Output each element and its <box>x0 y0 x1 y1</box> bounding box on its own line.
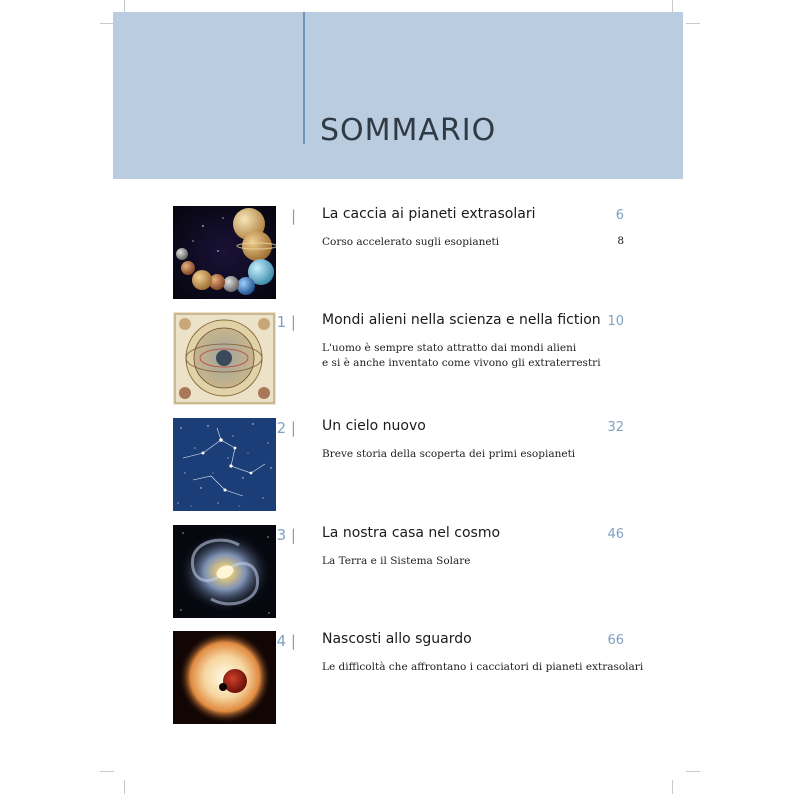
milky-way-galaxy-image <box>173 525 276 618</box>
chapter-number: | <box>290 207 296 225</box>
chapter-page-number: 10 <box>607 314 624 329</box>
chapter-title: Nascosti allo sguardo <box>322 631 472 647</box>
header-rule <box>303 12 305 144</box>
subtitle-line: Le difficoltà che affrontano i cacciatori di pianeti extrasolari <box>322 661 644 673</box>
chapter-number: 2 | <box>276 419 296 437</box>
celestial-map-image <box>173 312 276 405</box>
toc-entry <box>0 206 800 300</box>
subtitle-line: L'uomo è sempre stato attratto dai mondi alieni <box>322 342 577 354</box>
chapter-page-number: 46 <box>607 527 624 542</box>
crop-mark <box>124 780 125 794</box>
header-band <box>113 12 683 179</box>
subtitle-page-number: 8 <box>617 235 624 247</box>
chapter-page-number: 32 <box>607 420 624 435</box>
chapter-number: 4 | <box>276 632 296 650</box>
chapter-number: 3 | <box>276 526 296 544</box>
toc-entry <box>0 525 800 619</box>
chapter-title: Un cielo nuovo <box>322 418 426 434</box>
chapter-subtitle <box>322 235 499 250</box>
crop-mark <box>100 23 114 24</box>
subtitle-line: La Terra e il Sistema Solare <box>322 555 471 567</box>
toc-entry <box>0 631 800 725</box>
chapter-subtitle <box>322 447 575 462</box>
chapter-subtitle <box>322 660 643 675</box>
subtitle-line: Breve storia della scoperta dei primi esopianeti <box>322 448 576 460</box>
subtitle-line: e si è anche inventato come vivono gli extraterrestri <box>322 357 601 369</box>
chapter-page-number: 66 <box>607 633 624 648</box>
crop-mark <box>100 771 114 772</box>
chapter-number: 1 | <box>276 313 296 331</box>
star-transit-image <box>173 631 276 724</box>
page-title: SOMMARIO <box>320 113 497 148</box>
chapter-subtitle <box>322 554 471 569</box>
chapter-page-number: 6 <box>615 208 624 223</box>
crop-mark <box>672 780 673 794</box>
chapter-title: La caccia ai pianeti extrasolari <box>322 206 536 222</box>
subtitle-line: Corso accelerato sugli esopianeti <box>322 236 500 248</box>
planets-lineup-image <box>173 206 276 299</box>
toc-entry <box>0 418 800 512</box>
chapter-title: La nostra casa nel cosmo <box>322 525 501 541</box>
toc-entry <box>0 312 800 406</box>
crop-mark <box>686 771 700 772</box>
star-chart-image <box>173 418 276 511</box>
chapter-title: Mondi alieni nella scienza e nella fiction <box>322 312 601 328</box>
crop-mark <box>686 23 700 24</box>
chapter-subtitle <box>322 341 601 371</box>
